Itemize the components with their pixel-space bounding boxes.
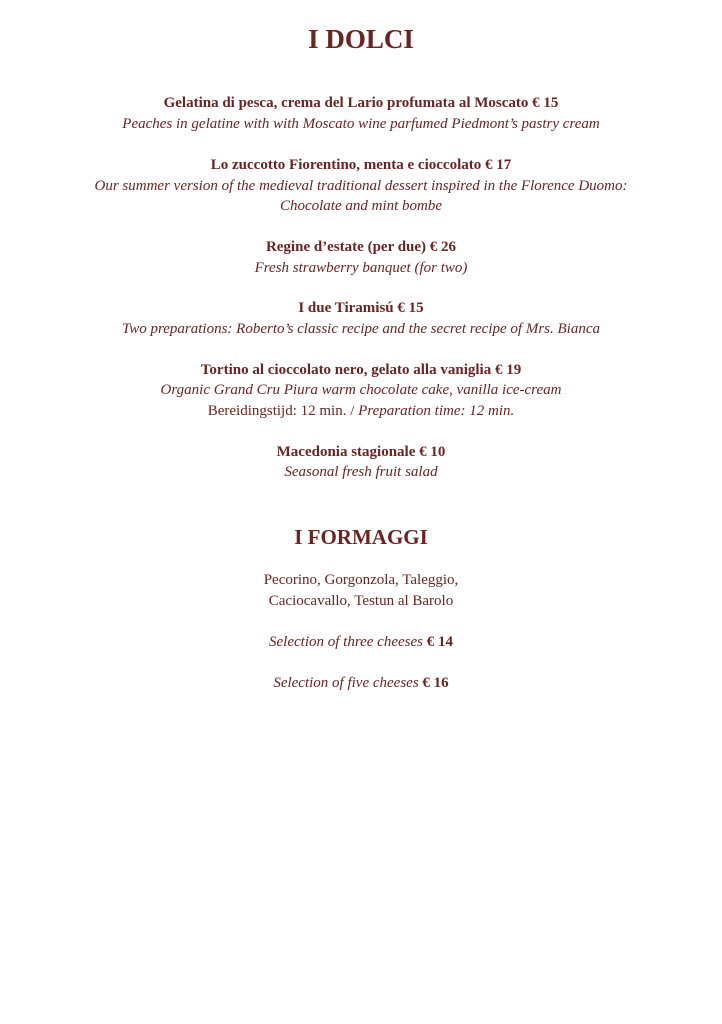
dessert-desc-regine: Fresh strawberry banquet (for two) xyxy=(254,260,468,276)
dessert-desc-tortino: Organic Grand Cru Piura warm chocolate cake, vanilla ice-cream xyxy=(160,382,562,398)
dessert-name-regine: Regine d’estate (per due) € 26 xyxy=(265,239,457,255)
cheese-list-line1: Pecorino, Gorgonzola, Taleggio, xyxy=(263,572,459,588)
cheese-option-three xyxy=(0,632,722,653)
dessert-desc-gelatina: Peaches in gelatine with with Moscato wine parfumed Piedmont’s pastry cream xyxy=(122,116,600,132)
cheese-list-line2: Caciocavallo, Testun al Barolo xyxy=(268,593,454,609)
prep-time-label: Bereidingstijd: 12 min. / xyxy=(207,403,359,419)
cheese-option-five xyxy=(0,673,722,694)
cheese-option-three-label: Selection of three cheeses xyxy=(269,634,427,650)
dessert-desc-zuccotto-line1: Our summer version of the medieval traditional dessert inspired in the Florence Duomo: xyxy=(94,178,628,194)
dolci-title: I DOLCI xyxy=(308,24,414,54)
dessert-name-tortino: Tortino al cioccolato nero, gelato alla vaniglia € 19 xyxy=(200,362,522,378)
cheese-option-five-price: € 16 xyxy=(422,675,449,691)
prep-time-english: Preparation time: 12 min. xyxy=(358,403,515,419)
dessert-name-macedonia: Macedonia stagionale € 10 xyxy=(276,444,446,460)
cheese-option-five-label: Selection of five cheeses xyxy=(273,675,423,691)
formaggi-title: I FORMAGGI xyxy=(294,525,428,549)
cheese-option-three-price: € 14 xyxy=(426,634,453,650)
dessert-desc-macedonia: Seasonal fresh fruit salad xyxy=(284,464,438,480)
dessert-name-zuccotto: Lo zuccotto Fiorentino, menta e cioccolato € 17 xyxy=(210,157,512,173)
dessert-name-gelatina: Gelatina di pesca, crema del Lario profumata al Moscato € 15 xyxy=(163,95,559,111)
dessert-desc-tiramisu: Two preparations: Roberto’s classic recipe and the secret recipe of Mrs. Bianca xyxy=(122,321,600,337)
dessert-name-tiramisu: I due Tiramisú € 15 xyxy=(298,300,424,316)
dessert-prep-time xyxy=(0,401,722,422)
dessert-desc-zuccotto-line2: Chocolate and mint bombe xyxy=(279,198,443,214)
